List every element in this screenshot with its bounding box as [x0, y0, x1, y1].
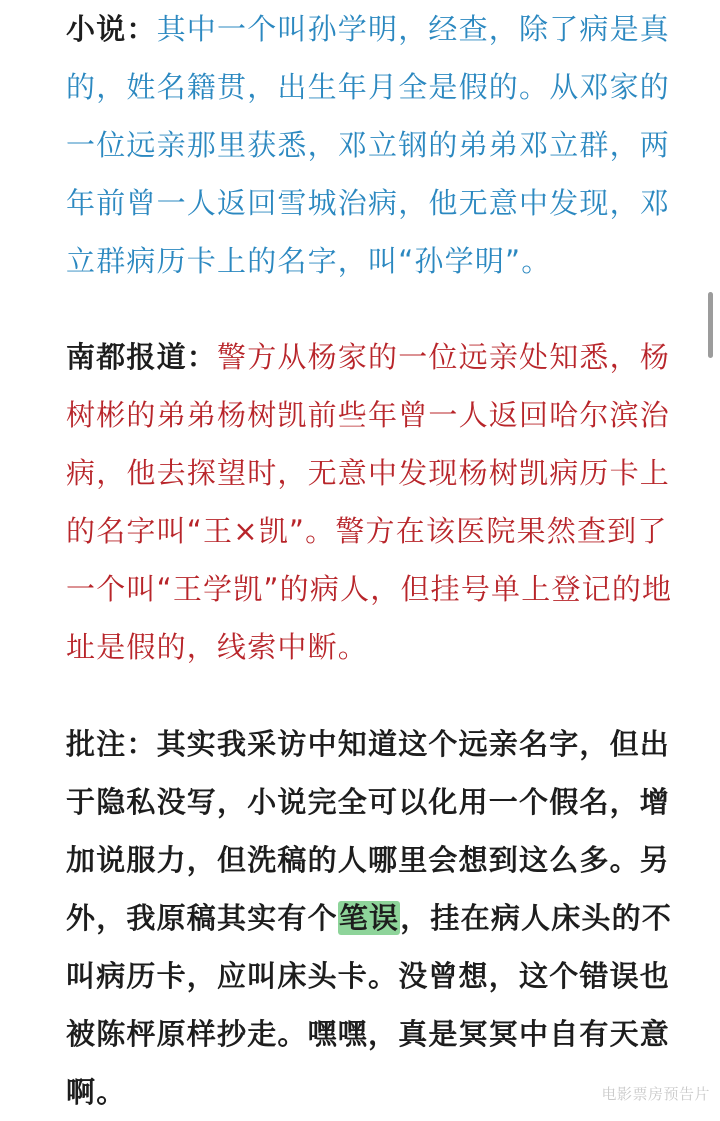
report-line-4: 的名字叫“王×凯”。警方在该医院果然查到了 — [66, 514, 668, 548]
annotation-line-4-end: ，挂在病人床头的不 — [400, 901, 673, 935]
novel-line-5: 立群病历卡上的名字，叫“孙学明”。 — [66, 244, 552, 278]
report-line-3: 病，他去探望时，无意中发现杨树凯病历卡上 — [66, 456, 671, 490]
report-text: 警方从杨家的一位远亲处知悉，杨 — [217, 340, 671, 374]
novel-paragraph — [66, 0, 671, 290]
annotation-label: 批注： — [66, 727, 157, 761]
novel-line-2: 的，姓名籍贯，出生年月全是假的。从邓家的 — [66, 70, 671, 104]
report-paragraph — [66, 328, 673, 676]
annotation-line-4 — [66, 889, 673, 947]
annotation-line-1 — [66, 715, 671, 773]
novel-line-1 — [66, 0, 671, 58]
report-label: 南都报道： — [66, 340, 218, 374]
novel-line-4: 年前曾一人返回雪城治病，他无意中发现，邓 — [66, 186, 671, 220]
watermark: 电影票房预告片 — [601, 1085, 710, 1103]
novel-text: 其中一个叫孙学明，经查，除了病是真 — [156, 12, 671, 46]
annotation-text: 其实我采访中知道这个远亲名字，但出 — [156, 727, 671, 761]
report-line-1 — [66, 328, 671, 386]
scrollbar-thumb[interactable] — [708, 292, 713, 358]
highlighted-word: 笔误 — [338, 901, 400, 935]
annotation-paragraph — [66, 715, 673, 1121]
report-line-2: 树彬的弟弟杨树凯前些年曾一人返回哈尔滨治 — [66, 398, 671, 432]
annotation-line-7: 啊。 — [66, 1075, 127, 1109]
annotation-line-4-start: 外，我原稿其实有个 — [66, 901, 338, 935]
annotation-line-6: 被陈枰原样抄走。嘿嘿，真是冥冥中自有天意 — [66, 1017, 671, 1051]
novel-label: 小说： — [66, 12, 157, 46]
annotation-line-3: 加说服力，但洗稿的人哪里会想到这么多。另 — [66, 843, 671, 877]
annotation-line-5: 叫病历卡，应叫床头卡。没曾想，这个错误也 — [66, 959, 671, 993]
report-line-6: 址是假的，线索中断。 — [66, 630, 369, 664]
novel-line-3: 一位远亲那里获悉，邓立钢的弟弟邓立群，两 — [66, 128, 671, 162]
report-line-5: 一个叫“王学凯”的病人，但挂号单上登记的地 — [66, 572, 673, 606]
annotation-line-2: 于隐私没写，小说完全可以化用一个假名，增 — [66, 785, 671, 819]
